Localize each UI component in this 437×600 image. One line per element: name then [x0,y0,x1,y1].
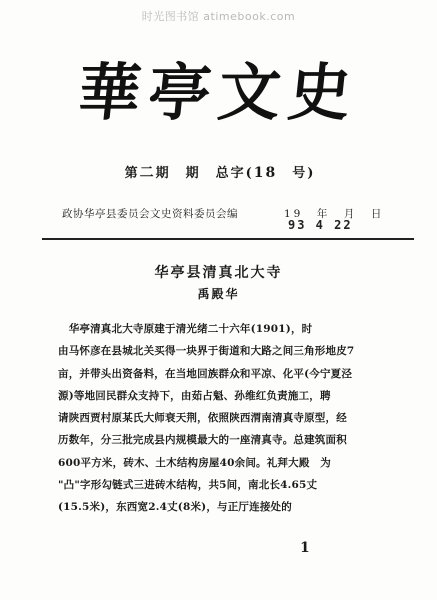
date-template: 19 年 月 日 [284,208,385,220]
issue-total-number: 18 [253,165,278,181]
body-line: 由马怀彦在县城北关买得一块界于街道和大路之间三角形地皮7 [58,345,355,358]
issue-middle: 期 总字( [185,166,254,181]
body-line: 请陕西贾村原某氏大师衰天荆，依照陕西渭南清真寺原型，经 [58,412,347,425]
body-line: 华亭清真北大寺原建于清光绪二十六年(1901)，时 [58,323,313,335]
issue-number: 二 [139,165,156,181]
article-body [58,318,408,519]
body-line: 亩，并带头出资备料，在当地回族群众和平凉、化平(今宁夏泾 [58,367,353,380]
issue-suffix: 号) [292,166,316,181]
issue-prefix: 第 [124,166,140,181]
body-line: 历数年，分三批完成县内规模最大的一座清真寺。总建筑面积 [58,434,347,447]
body-line: 600平方米，砖木、土木结构房屋40余间。礼拜大殿 为 [58,456,331,469]
article-author: 禹殿华 [197,287,240,301]
header-divider [42,238,414,240]
issue-line: 第二期 期 总字(18 号) [124,165,316,181]
article-title: 华亭县清真北大寺 [154,265,283,281]
page-number: 1 [300,540,310,556]
masthead-title: 華亭文史 [74,56,363,129]
date-stamp: 93 4 22 [288,218,353,232]
editor-org: 政协华亭县委员会文史资料委员会编 [62,208,238,220]
watermark: 时光图书馆 atimebook.com [141,10,296,23]
body-line: "凸"字形勾链式三进砖木结构，共5间，南北长4.65丈 [58,479,318,492]
body-line: (15.5米)，东西宽2.4丈(8米)，与正厅连接处的 [58,501,292,514]
body-line: 源)等地回民群众支持下，由茹占魁、孙维红负责施工，聘 [58,389,331,402]
